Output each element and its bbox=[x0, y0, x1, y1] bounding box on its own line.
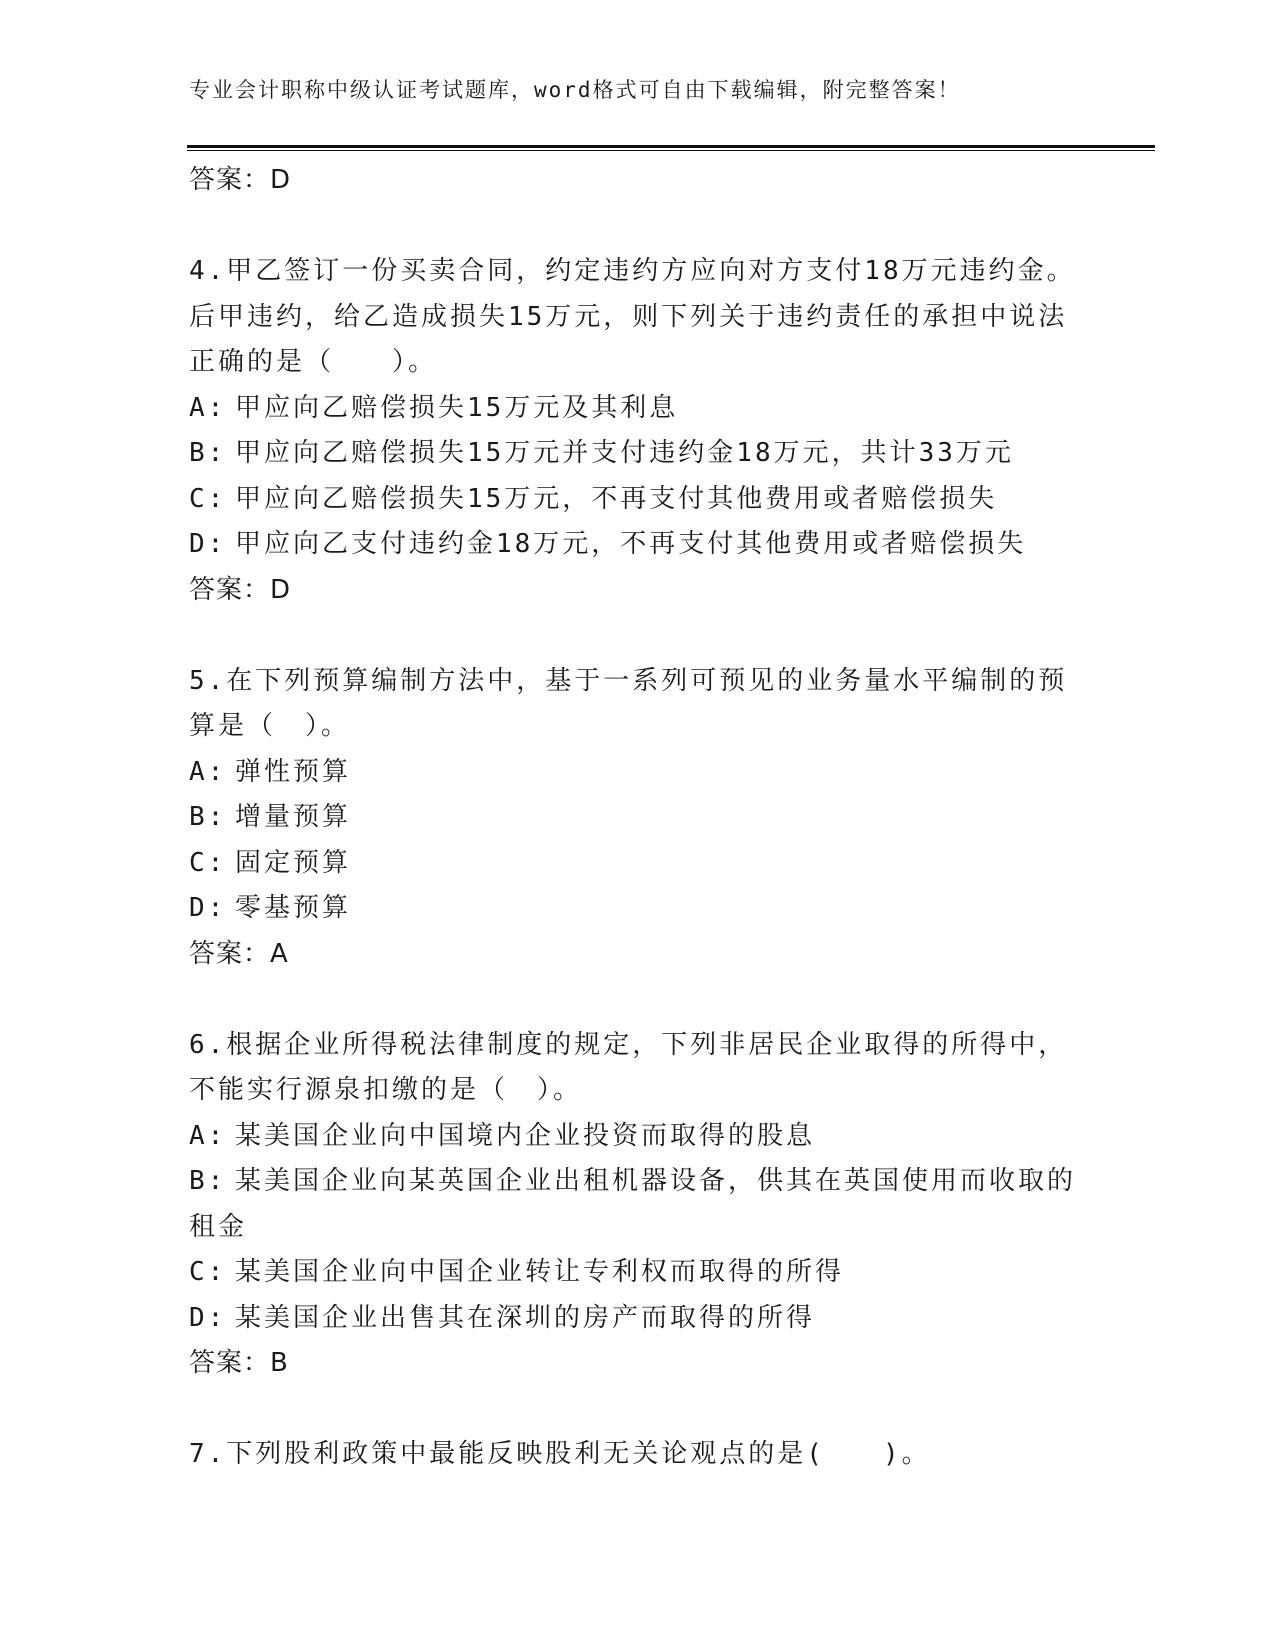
option-text: 增量预算 bbox=[235, 802, 352, 832]
question-text: 4.甲乙签订一份买卖合同，约定违约方应向对方支付18万元违约金。 bbox=[189, 256, 1076, 286]
option-letter: D: bbox=[189, 1302, 227, 1333]
option-letter: C: bbox=[189, 1257, 227, 1287]
option-text: 甲应向乙赔偿损失15万元及其利息 bbox=[235, 392, 679, 423]
option-d bbox=[189, 522, 1089, 568]
question-block bbox=[189, 249, 1089, 613]
option-a bbox=[189, 1114, 1089, 1160]
option-letter: D: bbox=[189, 893, 227, 923]
option-b bbox=[189, 1159, 1089, 1205]
question-text: 正确的是（ ）。 bbox=[189, 347, 438, 377]
option-text: 甲应向乙赔偿损失15万元，不再支付其他费用或者赔偿损失 bbox=[235, 483, 998, 514]
option-text: 某美国企业向某英国企业出租机器设备，供其在英国使用而收取的 bbox=[235, 1166, 1077, 1196]
question-text: 后甲违约，给乙造成损失15万元，则下列关于违约责任的承担中说法 bbox=[189, 301, 1068, 332]
option-letter: B: bbox=[189, 1166, 227, 1196]
page-header: 专业会计职称中级认证考试题库，word格式可自由下载编辑，附完整答案！ bbox=[189, 78, 961, 102]
option-letter: A: bbox=[189, 756, 227, 787]
option-text: 某美国企业向中国境内企业投资而取得的股息 bbox=[235, 1120, 816, 1151]
option-letter: C: bbox=[189, 847, 227, 878]
option-letter: A: bbox=[189, 1120, 227, 1151]
question-text: 算是（ ）。 bbox=[189, 711, 351, 741]
option-text: 甲应向乙赔偿损失15万元并支付违约金18万元，共计33万元 bbox=[235, 438, 1014, 468]
option-b-continuation: 租金 bbox=[189, 1211, 248, 1242]
option-c bbox=[189, 477, 1089, 523]
option-a bbox=[189, 386, 1089, 432]
option-letter: C: bbox=[189, 483, 227, 514]
answer-line: 答案：B bbox=[189, 1348, 289, 1378]
option-a bbox=[189, 750, 1089, 796]
option-text: 固定预算 bbox=[235, 847, 352, 878]
option-text: 零基预算 bbox=[235, 893, 352, 923]
option-d bbox=[189, 1296, 1089, 1342]
question-block bbox=[189, 1432, 1089, 1478]
option-text: 某美国企业出售其在深圳的房产而取得的所得 bbox=[235, 1302, 816, 1333]
answer-line: 答案：A bbox=[189, 938, 289, 969]
header-rule-thin bbox=[187, 150, 1155, 151]
header-rule bbox=[187, 145, 1155, 148]
option-b bbox=[189, 795, 1089, 841]
answer-line: 答案：D bbox=[189, 165, 292, 195]
option-letter: B: bbox=[189, 802, 227, 832]
question-block bbox=[189, 659, 1089, 978]
option-d bbox=[189, 886, 1089, 932]
question-text: 7.下列股利政策中最能反映股利无关论观点的是( )。 bbox=[189, 1439, 931, 1469]
question-text: 6.根据企业所得税法律制度的规定，下列非居民企业取得的所得中， bbox=[189, 1029, 1068, 1060]
option-c bbox=[189, 841, 1089, 887]
option-letter: D: bbox=[189, 529, 227, 559]
question-block bbox=[189, 1023, 1089, 1387]
option-letter: B: bbox=[189, 438, 227, 468]
question-text: 不能实行源泉扣缴的是（ ）。 bbox=[189, 1075, 583, 1105]
option-text: 甲应向乙支付违约金18万元，不再支付其他费用或者赔偿损失 bbox=[235, 529, 1027, 559]
option-c bbox=[189, 1250, 1089, 1296]
question-list bbox=[189, 158, 1089, 1478]
option-b bbox=[189, 431, 1089, 477]
option-text: 某美国企业向中国企业转让专利权而取得的所得 bbox=[235, 1257, 845, 1287]
question-text: 5.在下列预算编制方法中，基于一系列可预见的业务量水平编制的预 bbox=[189, 665, 1068, 696]
option-text: 弹性预算 bbox=[235, 756, 352, 787]
option-letter: A: bbox=[189, 392, 227, 423]
answer-line: 答案：D bbox=[189, 574, 292, 605]
